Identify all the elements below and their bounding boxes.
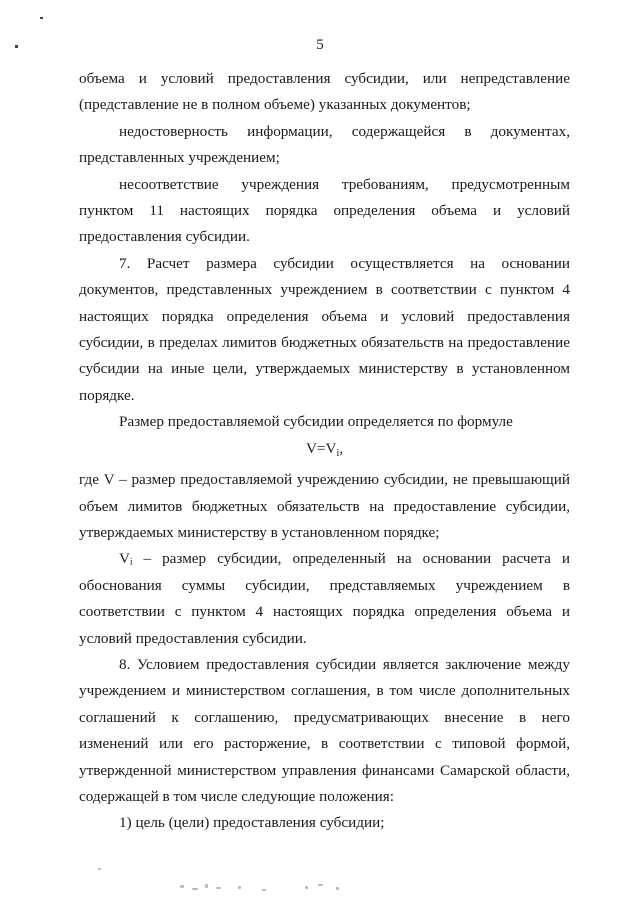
paragraph: 1) цель (цели) предоставления субсидии; [119, 814, 385, 832]
scan-speck [238, 886, 241, 889]
formula-lhs: V=V [305, 439, 337, 457]
paragraph: недостоверность информации, содержащейся в документах, представленных учреждением; [79, 122, 570, 167]
paragraph: 7. Расчет размера субсидии осуществляется на основании документов, представленных учреждением в соответствии с пунктом 4 настоящих порядка определения объема и условий предоставления субсидии, в пределах лимитов бюджетных обязательств на предоставление субсидии на иные цели, утверждаемых министерству в установленном порядке. [79, 254, 570, 404]
document-body [79, 66, 570, 837]
scan-speck [98, 868, 101, 870]
paragraph: Vᵢ – размер субсидии, определенный на основании расчета и обоснования суммы субсидии, представляемых учреждением в соответствии с пунктом 4 настоящих порядка определения объема и условий предоставления субсидии. [79, 550, 570, 647]
formula-subscript: i [336, 447, 340, 459]
scan-speck [180, 885, 184, 888]
formula-tail: , [339, 439, 344, 457]
paragraph: где V – размер предоставляемой учреждению субсидии, не превышающий объем лимитов бюджетных обязательств на предоставление субсидии, утверждаемых министерству в установленном порядке; [79, 471, 570, 541]
scan-speck [318, 884, 323, 886]
scan-speck [205, 884, 208, 888]
formula [79, 436, 570, 467]
scan-mark [40, 17, 43, 19]
scan-speck [192, 888, 198, 890]
paragraph: Размер предоставляемой субсидии определяется по формуле [119, 413, 513, 431]
paragraph: 8. Условием предоставления субсидии является заключение между учреждением и министерством соглашения, в том числе дополнительных соглашений к соглашению, предусматривающих внесение в него изменений или его расторжение, в соответствии с типовой формой, утвержденной министерством управления финансами Самарской области, содержащей в том числе следующие положения: [79, 655, 570, 805]
page-number: 5 [316, 37, 324, 53]
scan-speck [262, 889, 266, 891]
paragraph: несоответствие учреждения требованиям, предусмотренным пунктом 11 настоящих порядка определения объема и условий предоставления субсидии. [79, 175, 570, 246]
paragraph: объема и условий предоставления субсидии, или непредставление (представление не в полном объеме) указанных документов; [79, 70, 570, 114]
scan-speck [216, 887, 221, 889]
scan-speck [336, 887, 339, 890]
scan-speck [305, 886, 308, 889]
